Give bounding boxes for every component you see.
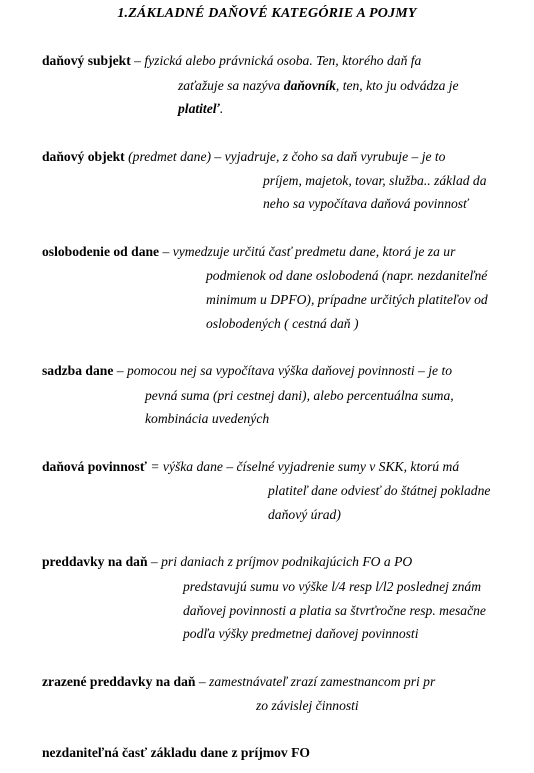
emphasized-term-platitel: platiteľ <box>178 101 220 116</box>
entry-oslobodenie-line-1 <box>42 243 455 261</box>
definition-text: , ten, kto ju odvádza je <box>335 78 459 93</box>
term-sadzba-dane: sadzba dane <box>42 363 114 378</box>
entry-sadzba-line-1 <box>42 362 452 380</box>
definition-text: fyzická alebo právnická osoba. Ten, ktorého daň fa <box>144 53 422 68</box>
term-preddavky-na-dan: preddavky na daň <box>42 554 148 569</box>
definition-text: – zamestnávateľ zrazí zamestnancom pri pr <box>195 674 436 689</box>
entry-oslobodenie-line-4: oslobodených ( cestná daň ) <box>206 316 359 331</box>
term-nezdanitelna-cast: nezdaniteľná časť základu dane z príjmov FO <box>42 745 310 760</box>
entry-dash: – <box>130 53 145 68</box>
term-oslobodenie-od-dane: oslobodenie od dane <box>42 244 160 259</box>
entry-povinnost-line-2: platiteľ dane odviesť do štátnej pokladne <box>268 483 491 498</box>
emphasized-term-danovnik: daňovník <box>283 78 336 93</box>
entry-subjekt-line-2 <box>178 77 459 95</box>
definition-text: – vymedzuje určitú časť predmetu dane, ktorá je za ur <box>159 244 456 259</box>
entry-preddavky-line-2: predstavujú sumu vo výške l/4 resp l/l2 poslednej znám <box>183 579 482 594</box>
term-danova-povinnost: daňová povinnosť <box>42 459 147 474</box>
term-danovy-objekt: daňový objekt <box>42 149 125 164</box>
definition-text: zaťažuje sa nazýva <box>178 78 284 93</box>
entry-objekt-line-1 <box>42 148 445 166</box>
entry-oslobodenie-line-3: minimum u DPFO), prípadne určitých platiteľov od <box>206 292 488 307</box>
term-danovy-subjekt: daňový subjekt <box>42 53 131 68</box>
entry-oslobodenie-line-2: podmienok od dane oslobodená (napr. nezdaniteľné <box>206 268 488 283</box>
entry-povinnost-line-1 <box>42 458 459 476</box>
entry-objekt-line-2: príjem, majetok, tovar, služba.. základ da <box>263 173 487 188</box>
definition-text: – pomocou nej sa vypočítava výška daňovej povinnosti – je to <box>113 363 453 378</box>
entry-zrazene-line-1 <box>42 673 435 691</box>
entry-nezdanitelna-line-1 <box>42 744 310 762</box>
entry-subjekt-line-1 <box>42 52 421 70</box>
page-title: 1.ZÁKLADNÉ DAŇOVÉ KATEGÓRIE A POJMY <box>117 6 417 21</box>
entry-objekt-line-3: neho sa vypočítava daňová povinnosť <box>263 196 469 211</box>
definition-text: – pri daniach z príjmov podnikajúcich FO a PO <box>147 554 413 569</box>
entry-povinnost-line-3: daňový úrad) <box>268 507 341 522</box>
entry-subjekt-line-3 <box>178 100 223 118</box>
entry-preddavky-line-3: daňovej povinnosti a platia sa štvrťročne resp. mesačne <box>183 603 486 618</box>
entry-sadzba-line-3: kombinácia uvedených <box>145 411 270 426</box>
definition-text: (predmet dane) – vyjadruje, z čoho sa daň vyrubuje – je to <box>124 149 446 164</box>
entry-sadzba-line-2: pevná suma (pri cestnej dani), alebo percentuálna suma, <box>145 388 454 403</box>
definition-text: = výška dane – číselné vyjadrenie sumy v SKK, ktorú má <box>146 459 460 474</box>
entry-preddavky-line-1 <box>42 553 412 571</box>
definition-text: . <box>219 101 224 116</box>
entry-preddavky-line-4: podľa výšky predmetnej daňovej povinnosti <box>183 626 419 641</box>
term-zrazene-preddavky: zrazené preddavky na daň <box>42 674 196 689</box>
entry-zrazene-line-2: zo závislej činnosti <box>256 698 359 713</box>
